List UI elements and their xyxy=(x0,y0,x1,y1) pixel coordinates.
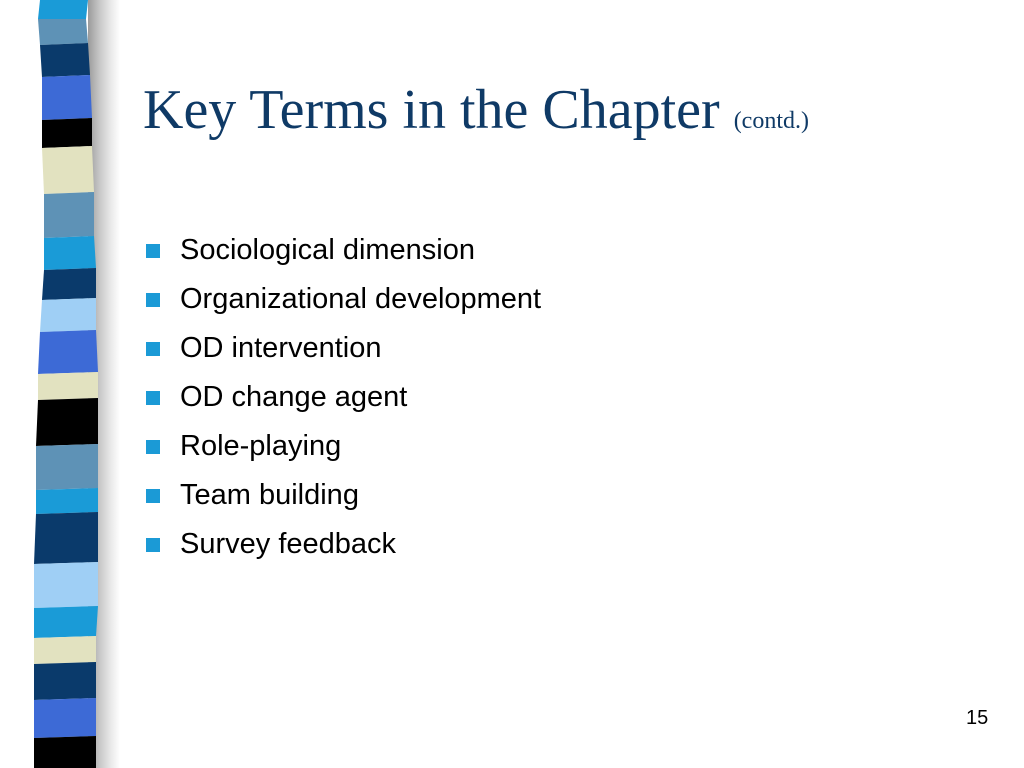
strip-block xyxy=(38,372,98,400)
strip-block xyxy=(42,75,92,120)
strip-block xyxy=(34,636,96,664)
strip-block xyxy=(34,736,96,768)
decorative-color-strip xyxy=(0,0,130,768)
slide-title xyxy=(143,79,809,141)
strip-block xyxy=(42,146,94,194)
bullet-text: OD change agent xyxy=(180,381,408,413)
bullet-item xyxy=(143,231,560,270)
bullet-item xyxy=(143,476,560,515)
bullet-square-icon xyxy=(146,391,160,405)
strip-block xyxy=(34,562,98,608)
slide-title-main: Key Terms in the Chapter xyxy=(143,79,720,141)
strip-block xyxy=(34,698,96,738)
slide-title-suffix: (contd.) xyxy=(733,108,809,134)
page-number: 15 xyxy=(966,707,989,729)
bullet-square-icon xyxy=(146,342,160,356)
bullet-item xyxy=(143,378,560,417)
bullet-item xyxy=(143,329,560,368)
bullet-text: Team building xyxy=(180,479,359,511)
bullet-item xyxy=(143,280,560,319)
bullet-square-icon xyxy=(146,489,160,503)
strip-block xyxy=(44,236,96,270)
bullet-item xyxy=(143,525,560,564)
strip-block xyxy=(40,43,90,77)
strip-block xyxy=(42,268,96,300)
bullet-square-icon xyxy=(146,538,160,552)
bullet-text: Survey feedback xyxy=(180,528,397,560)
strip-block xyxy=(42,118,92,148)
bullet-list xyxy=(143,231,560,574)
strip-block xyxy=(38,330,98,374)
bullet-item xyxy=(143,427,560,466)
strip-block xyxy=(34,606,98,638)
bullet-text: Role-playing xyxy=(180,430,342,462)
bullet-text: Sociological dimension xyxy=(180,234,475,266)
bullet-text: Organizational development xyxy=(180,283,542,315)
bullet-square-icon xyxy=(146,293,160,307)
strip-block xyxy=(40,298,96,332)
strip-block xyxy=(44,192,94,238)
strip-block xyxy=(36,444,98,490)
strip-block xyxy=(34,512,98,564)
strip-block xyxy=(36,488,98,514)
strip-block xyxy=(36,398,98,446)
bullet-square-icon xyxy=(146,440,160,454)
strip-block xyxy=(38,0,88,19)
bullet-square-icon xyxy=(146,244,160,258)
bullet-text: OD intervention xyxy=(180,332,382,364)
strip-block xyxy=(38,19,88,45)
strip-block xyxy=(34,662,96,700)
